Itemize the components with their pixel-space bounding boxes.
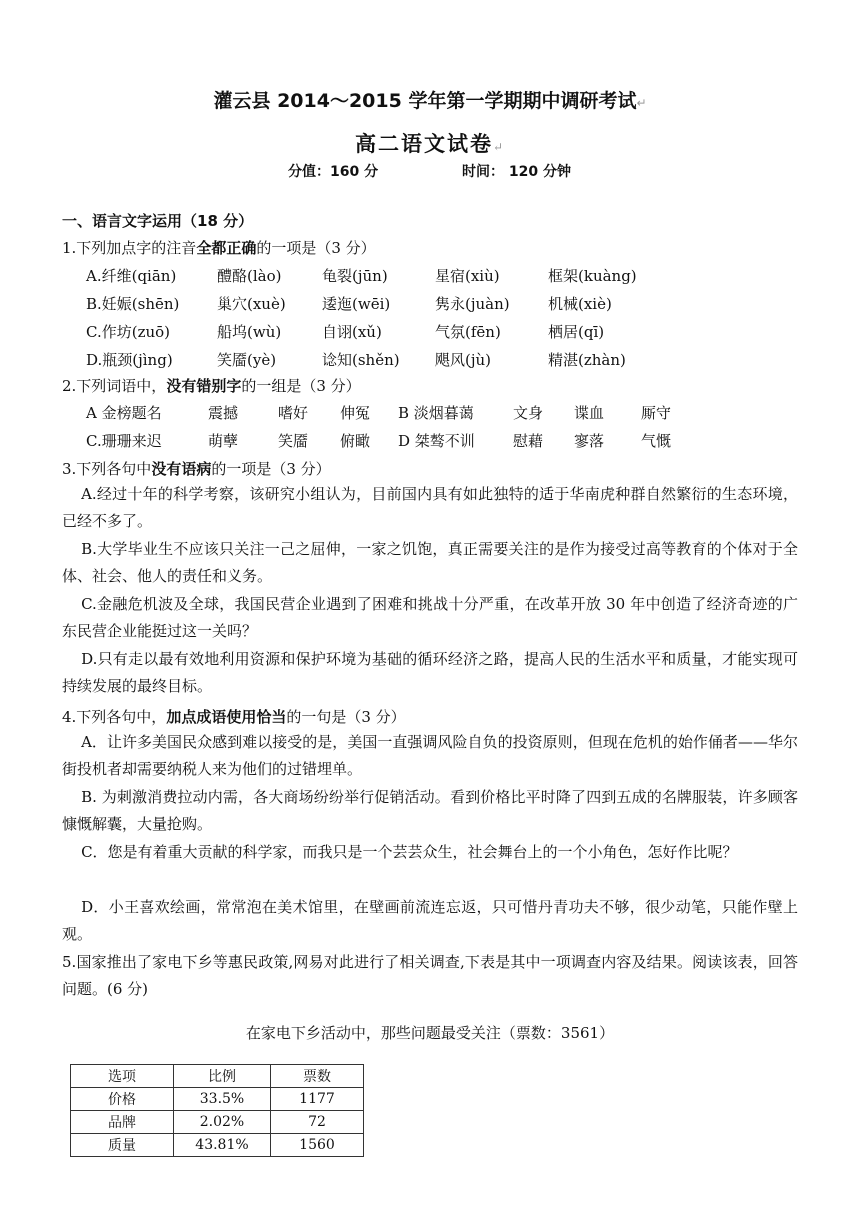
- exam-title: [0, 86, 860, 113]
- question-1-option-item: 醴酪(lào): [217, 267, 282, 285]
- table-header-cell: 票数: [271, 1065, 364, 1088]
- question-4-stem: [62, 706, 406, 727]
- return-mark-icon: ↵: [492, 140, 506, 154]
- question-2-option-item: D 桀骜不训: [398, 432, 475, 450]
- question-2-option-item: 厮守: [641, 404, 672, 422]
- stem-text: 的一组是（3 分）: [241, 377, 361, 395]
- question-2-option-item: 俯瞰: [340, 432, 371, 450]
- question-4-option-c: C．您是有着重大贡献的科学家，而我只是一个芸芸众生，社会舞台上的一个小角色，怎好作比呢？: [81, 843, 738, 861]
- table-cell: 1177: [271, 1088, 364, 1111]
- question-3-option-d: D.只有走以最有效地利用资源和保护环境为基础的循环经济之路，提高人民的生活水平和质量，才能实现可持续发展的最终目标。: [62, 650, 798, 695]
- table-cell: 33.5%: [174, 1088, 271, 1111]
- stem-text: 1.下列加点字的注音: [62, 239, 197, 257]
- question-1-option-item: 气氛(fēn): [435, 323, 501, 341]
- stem-text: 的一句是（3 分）: [286, 708, 406, 726]
- table-cell: 2.02%: [174, 1111, 271, 1134]
- table-header-row: [71, 1065, 364, 1088]
- question-1-option-item: A.纤维(qiān): [86, 267, 177, 285]
- stem-emphasis: 没有错别字: [166, 377, 242, 395]
- question-2-option-item: 慰藉: [513, 432, 544, 450]
- question-2-option-item: 寥落: [574, 432, 605, 450]
- question-1-option-item: 笑靥(yè): [217, 351, 277, 369]
- stem-text: 3.下列各句中: [62, 460, 152, 478]
- table-cell: 1560: [271, 1134, 364, 1157]
- question-2-option-item: A 金榜题名: [86, 404, 162, 422]
- question-1-option-item: 谂知(shěn): [322, 351, 400, 369]
- question-1-option-item: 星宿(xiù): [435, 267, 500, 285]
- question-1-option-item: D.瓶颈(jìng): [86, 351, 173, 369]
- question-2-option-item: 嗜好: [278, 404, 309, 422]
- return-mark-icon: ↵: [636, 96, 647, 110]
- question-4-option-a: A．让许多美国民众感到难以接受的是，美国一直强调风险自负的投资原则，但现在危机的始作俑者——华尔街投机者却需要纳税人来为他们的过错埋单。: [62, 733, 798, 778]
- question-2-option-item: 伸冤: [340, 404, 371, 422]
- table-caption: 在家电下乡活动中，那些问题最受关注（票数：3561）: [245, 1024, 615, 1042]
- question-1-option-item: 框架(kuàng): [548, 267, 637, 285]
- stem-text: 4.下列各句中，: [62, 708, 167, 726]
- question-4-option-b: B. 为刺激消费拉动内需，各大商场纷纷举行促销活动。看到价格比平时降了四到五成的名牌服装，许多顾客慷慨解囊，大量抢购。: [62, 788, 798, 833]
- table-row: [71, 1111, 364, 1134]
- table-cell: 品牌: [71, 1111, 174, 1134]
- question-4-option-d: D．小王喜欢绘画，常常泡在美术馆里，在壁画前流连忘返，只可惜丹青功夫不够，很少动笔，只能作壁上观。: [62, 898, 798, 943]
- question-2-stem: [62, 375, 361, 396]
- table-cell: 价格: [71, 1088, 174, 1111]
- question-3-stem: [62, 458, 331, 479]
- table-row: [71, 1134, 364, 1157]
- stem-text: 的一项是（3 分）: [211, 460, 331, 478]
- time-label: 时间： 120 分钟: [462, 164, 571, 180]
- table-cell: 43.81%: [174, 1134, 271, 1157]
- exam-subtitle-text: 高二语文试卷: [354, 131, 493, 156]
- question-2-option-item: 笑靥: [278, 432, 309, 450]
- question-1-option-item: 龟裂(jūn): [322, 267, 388, 285]
- section-title: 一、语言文字运用（18 分）: [62, 212, 254, 230]
- stem-emphasis: 加点成语使用恰当: [166, 708, 287, 726]
- question-5-stem: 5.国家推出了家电下乡等惠民政策,网易对此进行了相关调查,下表是其中一项调查内容及结果。阅读该表，回答问题。(6 分): [62, 953, 798, 998]
- question-2-option-item: 震撼: [208, 404, 239, 422]
- question-1-option-item: 船坞(wù): [217, 323, 282, 341]
- exam-subtitle: [0, 128, 860, 158]
- question-1-option-item: 精湛(zhàn): [548, 351, 626, 369]
- table-header-cell: 选项: [71, 1065, 174, 1088]
- question-1-option-item: 飓风(jù): [435, 351, 492, 369]
- exam-title-text: 灌云县 2014～2015 学年第一学期期中调研考试: [213, 90, 637, 112]
- question-3-option-c: C.金融危机波及全球，我国民营企业遇到了困难和挑战十分严重，在改革开放 30 年中创造了经济奇迹的广东民营企业能挺过这一关吗？: [62, 595, 798, 640]
- question-1-option-item: 巢穴(xuè): [217, 295, 286, 313]
- question-3-option-a: A.经过十年的科学考察，该研究小组认为，目前国内具有如此独特的适于华南虎种群自然繁衍的生态环境，已经不多了。: [62, 485, 798, 530]
- question-2-option-item: 谍血: [574, 404, 605, 422]
- stem-emphasis: 没有语病: [151, 460, 212, 478]
- stem-text: 的一项是（3 分）: [256, 239, 376, 257]
- question-1-option-item: B.妊娠(shēn): [86, 295, 180, 313]
- question-1-option-item: 隽永(juàn): [435, 295, 510, 313]
- question-2-option-item: 文身: [513, 404, 544, 422]
- score-label: 分值：160 分: [288, 164, 379, 180]
- question-3-option-b: B.大学毕业生不应该只关注一己之屈伸，一家之饥饱，真正需要关注的是作为接受过高等教育的个体对于全体、社会、他人的责任和义务。: [62, 540, 798, 585]
- question-2-option-item: B 淡烟暮蔼: [398, 404, 474, 422]
- question-2-option-item: C.珊珊来迟: [86, 432, 162, 450]
- question-1-option-item: 机械(xiè): [548, 295, 612, 313]
- table-header-cell: 比例: [174, 1065, 271, 1088]
- question-1-option-item: 自诩(xǔ): [322, 323, 382, 341]
- stem-emphasis: 全都正确: [196, 239, 257, 257]
- survey-table: [70, 1064, 364, 1157]
- question-1-option-item: 栖居(qī): [548, 323, 605, 341]
- question-1-option-item: 逶迤(wēi): [322, 295, 391, 313]
- question-2-option-item: 萌孽: [208, 432, 239, 450]
- question-2-option-item: 气慨: [641, 432, 672, 450]
- stem-text: 2.下列词语中，: [62, 377, 167, 395]
- table-row: [71, 1088, 364, 1111]
- question-1-option-item: C.作坊(zuō): [86, 323, 171, 341]
- question-1-stem: [62, 237, 376, 258]
- table-cell: 质量: [71, 1134, 174, 1157]
- table-cell: 72: [271, 1111, 364, 1134]
